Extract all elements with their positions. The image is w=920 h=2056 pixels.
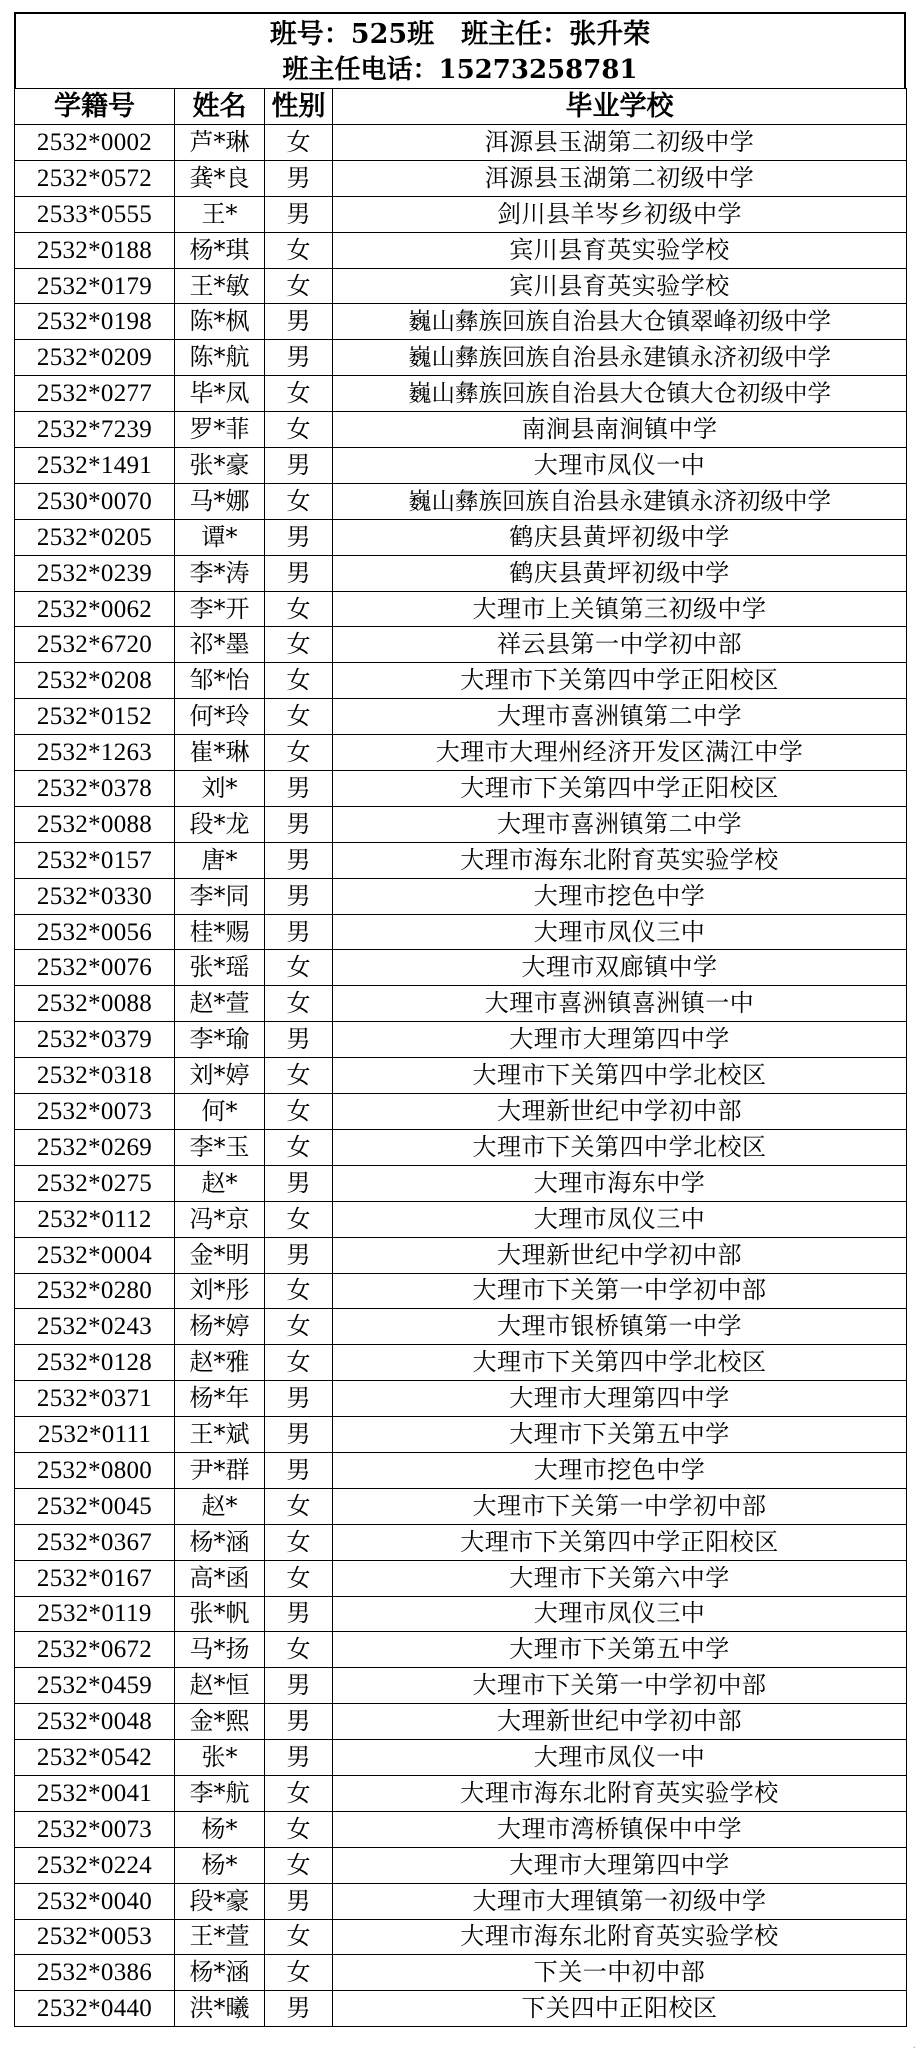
class-roster-sheet	[14, 12, 906, 2027]
table-row	[15, 1596, 907, 1632]
student-name-cell: 谭*	[175, 519, 265, 555]
school-cell: 大理市下关第一中学初中部	[333, 1488, 907, 1524]
student-id-cell: 2532*0209	[15, 340, 175, 376]
school-cell: 大理市下关第四中学正阳校区	[333, 663, 907, 699]
student-name-cell: 李*玉	[175, 1129, 265, 1165]
table-row	[15, 268, 907, 304]
student-name-cell: 张*瑶	[175, 950, 265, 986]
student-id-cell: 2532*0157	[15, 842, 175, 878]
gender-cell: 女	[265, 627, 333, 663]
student-id-cell: 2532*1263	[15, 735, 175, 771]
school-cell: 大理市下关第四中学北校区	[333, 1345, 907, 1381]
school-cell: 下关一中初中部	[333, 1955, 907, 1991]
student-id-cell: 2532*0004	[15, 1237, 175, 1273]
table-row	[15, 1919, 907, 1955]
table-row	[15, 1094, 907, 1130]
gender-cell: 男	[265, 1668, 333, 1704]
student-id-cell: 2532*0318	[15, 1058, 175, 1094]
column-header-student-id: 学籍号	[15, 89, 175, 125]
student-id-cell: 2532*0205	[15, 519, 175, 555]
gender-cell: 女	[265, 1560, 333, 1596]
school-cell: 大理市大理第四中学	[333, 1381, 907, 1417]
student-name-cell: 杨*婷	[175, 1309, 265, 1345]
student-name-cell: 张*帆	[175, 1596, 265, 1632]
school-cell: 大理市挖色中学	[333, 878, 907, 914]
gender-cell: 男	[265, 1237, 333, 1273]
gender-cell: 男	[265, 1596, 333, 1632]
student-id-cell: 2532*0440	[15, 1991, 175, 2027]
student-id-cell: 2532*0243	[15, 1309, 175, 1345]
school-cell: 巍山彝族回族自治县永建镇永济初级中学	[333, 340, 907, 376]
table-row	[15, 914, 907, 950]
gender-cell: 男	[265, 160, 333, 196]
school-cell: 剑川县羊岑乡初级中学	[333, 196, 907, 232]
student-id-cell: 2532*0040	[15, 1883, 175, 1919]
table-row	[15, 950, 907, 986]
school-cell: 大理市海东北附育英实验学校	[333, 1775, 907, 1811]
student-name-cell: 龚*良	[175, 160, 265, 196]
school-cell: 大理市银桥镇第一中学	[333, 1309, 907, 1345]
gender-cell: 男	[265, 1165, 333, 1201]
table-row	[15, 735, 907, 771]
student-name-cell: 赵*雅	[175, 1345, 265, 1381]
table-row	[15, 591, 907, 627]
student-id-cell: 2532*7239	[15, 412, 175, 448]
student-id-cell: 2532*0112	[15, 1201, 175, 1237]
table-row	[15, 1740, 907, 1776]
gender-cell: 男	[265, 1883, 333, 1919]
school-cell: 大理市海东北附育英实验学校	[333, 842, 907, 878]
table-row	[15, 771, 907, 807]
school-cell: 大理市挖色中学	[333, 1452, 907, 1488]
school-cell: 大理市下关第一中学初中部	[333, 1668, 907, 1704]
gender-cell: 女	[265, 1524, 333, 1560]
student-name-cell: 洪*曦	[175, 1991, 265, 2027]
student-id-cell: 2532*0056	[15, 914, 175, 950]
student-id-cell: 2532*0459	[15, 1668, 175, 1704]
gender-cell: 男	[265, 304, 333, 340]
school-cell: 大理市下关第四中学北校区	[333, 1058, 907, 1094]
student-id-cell: 2532*0208	[15, 663, 175, 699]
table-row	[15, 1632, 907, 1668]
school-cell: 大理市凤仪一中	[333, 1740, 907, 1776]
gender-cell: 男	[265, 1417, 333, 1453]
table-row	[15, 1273, 907, 1309]
student-id-cell: 2532*0224	[15, 1847, 175, 1883]
student-name-cell: 李*开	[175, 591, 265, 627]
student-name-cell: 金*明	[175, 1237, 265, 1273]
school-cell: 大理市大理第四中学	[333, 1847, 907, 1883]
student-id-cell: 2532*0128	[15, 1345, 175, 1381]
gender-cell: 女	[265, 483, 333, 519]
table-row	[15, 1955, 907, 1991]
student-name-cell: 杨*	[175, 1811, 265, 1847]
school-cell: 大理市下关第五中学	[333, 1417, 907, 1453]
gender-cell: 女	[265, 735, 333, 771]
gender-cell: 男	[265, 806, 333, 842]
student-id-cell: 2532*0378	[15, 771, 175, 807]
student-name-cell: 马*娜	[175, 483, 265, 519]
gender-cell: 女	[265, 1847, 333, 1883]
gender-cell: 男	[265, 340, 333, 376]
student-name-cell: 李*涛	[175, 555, 265, 591]
student-name-cell: 桂*赐	[175, 914, 265, 950]
student-id-cell: 2532*0041	[15, 1775, 175, 1811]
student-name-cell: 唐*	[175, 842, 265, 878]
table-row	[15, 1811, 907, 1847]
gender-cell: 男	[265, 519, 333, 555]
student-id-cell: 2532*0048	[15, 1704, 175, 1740]
school-cell: 南涧县南涧镇中学	[333, 412, 907, 448]
table-header-row	[15, 89, 907, 125]
class-title: 班号：525班 班主任：张升荣	[269, 19, 651, 50]
table-row	[15, 1488, 907, 1524]
student-name-cell: 杨*涵	[175, 1524, 265, 1560]
student-name-cell: 李*瑜	[175, 1022, 265, 1058]
gender-cell: 女	[265, 1345, 333, 1381]
student-name-cell: 李*同	[175, 878, 265, 914]
student-id-cell: 2532*0188	[15, 232, 175, 268]
student-name-cell: 陈*航	[175, 340, 265, 376]
school-cell: 大理市凤仪三中	[333, 1201, 907, 1237]
school-cell: 大理市喜洲镇喜洲镇一中	[333, 986, 907, 1022]
student-name-cell: 李*航	[175, 1775, 265, 1811]
table-row	[15, 519, 907, 555]
student-name-cell: 王*萱	[175, 1919, 265, 1955]
table-row	[15, 1022, 907, 1058]
gender-cell: 女	[265, 1094, 333, 1130]
school-cell: 下关四中正阳校区	[333, 1991, 907, 2027]
table-row	[15, 483, 907, 519]
student-name-cell: 马*扬	[175, 1632, 265, 1668]
student-id-cell: 2532*0672	[15, 1632, 175, 1668]
student-id-cell: 2532*0367	[15, 1524, 175, 1560]
table-row	[15, 986, 907, 1022]
gender-cell: 女	[265, 1058, 333, 1094]
student-name-cell: 王*斌	[175, 1417, 265, 1453]
student-name-cell: 刘*	[175, 771, 265, 807]
gender-cell: 男	[265, 878, 333, 914]
gender-cell: 男	[265, 842, 333, 878]
gender-cell: 男	[265, 771, 333, 807]
gender-cell: 女	[265, 663, 333, 699]
school-cell: 大理市凤仪三中	[333, 914, 907, 950]
gender-cell: 女	[265, 699, 333, 735]
gender-cell: 男	[265, 1452, 333, 1488]
student-id-cell: 2532*0330	[15, 878, 175, 914]
student-name-cell: 何*玲	[175, 699, 265, 735]
student-id-cell: 2532*0073	[15, 1094, 175, 1130]
school-cell: 大理市下关第一中学初中部	[333, 1273, 907, 1309]
student-id-cell: 2532*0371	[15, 1381, 175, 1417]
school-cell: 洱源县玉湖第二初级中学	[333, 125, 907, 161]
gender-cell: 女	[265, 1309, 333, 1345]
student-id-cell: 2532*0053	[15, 1919, 175, 1955]
student-id-cell: 2533*0555	[15, 196, 175, 232]
gender-cell: 女	[265, 125, 333, 161]
gender-cell: 男	[265, 1704, 333, 1740]
student-id-cell: 2532*0073	[15, 1811, 175, 1847]
student-name-cell: 刘*彤	[175, 1273, 265, 1309]
student-name-cell: 赵*萱	[175, 986, 265, 1022]
school-cell: 鹤庆县黄坪初级中学	[333, 555, 907, 591]
student-id-cell: 2532*0280	[15, 1273, 175, 1309]
table-row	[15, 1058, 907, 1094]
table-row	[15, 196, 907, 232]
student-name-cell: 杨*年	[175, 1381, 265, 1417]
table-row	[15, 376, 907, 412]
gender-cell: 男	[265, 1991, 333, 2027]
student-id-cell: 2532*0386	[15, 1955, 175, 1991]
school-cell: 大理新世纪中学初中部	[333, 1094, 907, 1130]
student-name-cell: 段*豪	[175, 1883, 265, 1919]
student-id-cell: 2530*0070	[15, 483, 175, 519]
student-name-cell: 张*	[175, 1740, 265, 1776]
table-row	[15, 1201, 907, 1237]
student-name-cell: 毕*凤	[175, 376, 265, 412]
table-row	[15, 1560, 907, 1596]
table-row	[15, 1524, 907, 1560]
student-name-cell: 高*函	[175, 1560, 265, 1596]
gender-cell: 男	[265, 914, 333, 950]
student-name-cell: 赵*	[175, 1165, 265, 1201]
student-id-cell: 2532*0269	[15, 1129, 175, 1165]
student-id-cell: 2532*0275	[15, 1165, 175, 1201]
school-cell: 大理市双廊镇中学	[333, 950, 907, 986]
table-body	[15, 125, 907, 2027]
school-cell: 大理市下关第六中学	[333, 1560, 907, 1596]
table-row	[15, 1417, 907, 1453]
student-name-cell: 芦*琳	[175, 125, 265, 161]
student-id-cell: 2532*0119	[15, 1596, 175, 1632]
table-row	[15, 1345, 907, 1381]
student-id-cell: 2532*6720	[15, 627, 175, 663]
gender-cell: 男	[265, 1022, 333, 1058]
school-cell: 巍山彝族回族自治县永建镇永济初级中学	[333, 483, 907, 519]
school-cell: 大理市下关第四中学正阳校区	[333, 1524, 907, 1560]
school-cell: 大理市大理镇第一初级中学	[333, 1883, 907, 1919]
school-cell: 大理市凤仪一中	[333, 448, 907, 484]
student-name-cell: 刘*婷	[175, 1058, 265, 1094]
student-id-cell: 2532*1491	[15, 448, 175, 484]
student-id-cell: 2532*0239	[15, 555, 175, 591]
table-row	[15, 412, 907, 448]
table-row	[15, 1309, 907, 1345]
student-name-cell: 王*敏	[175, 268, 265, 304]
column-header-gender: 性别	[265, 89, 333, 125]
table-row	[15, 555, 907, 591]
gender-cell: 女	[265, 1488, 333, 1524]
school-cell: 大理市下关第四中学正阳校区	[333, 771, 907, 807]
student-id-cell: 2532*0198	[15, 304, 175, 340]
table-row	[15, 878, 907, 914]
table-row	[15, 448, 907, 484]
student-name-cell: 杨*琪	[175, 232, 265, 268]
student-id-cell: 2532*0167	[15, 1560, 175, 1596]
table-row	[15, 232, 907, 268]
student-name-cell: 罗*菲	[175, 412, 265, 448]
gender-cell: 女	[265, 268, 333, 304]
student-name-cell: 段*龙	[175, 806, 265, 842]
school-cell: 巍山彝族回族自治县大仓镇大仓初级中学	[333, 376, 907, 412]
student-id-cell: 2532*0088	[15, 806, 175, 842]
student-name-cell: 邹*怡	[175, 663, 265, 699]
table-row	[15, 1668, 907, 1704]
school-cell: 大理市海东北附育英实验学校	[333, 1919, 907, 1955]
student-id-cell: 2532*0152	[15, 699, 175, 735]
student-name-cell: 冯*京	[175, 1201, 265, 1237]
table-row	[15, 627, 907, 663]
table-row	[15, 304, 907, 340]
gender-cell: 女	[265, 1955, 333, 1991]
school-cell: 大理市上关镇第三初级中学	[333, 591, 907, 627]
gender-cell: 女	[265, 1201, 333, 1237]
school-cell: 祥云县第一中学初中部	[333, 627, 907, 663]
table-row	[15, 125, 907, 161]
table-row	[15, 1381, 907, 1417]
school-cell: 巍山彝族回族自治县大仓镇翠峰初级中学	[333, 304, 907, 340]
student-name-cell: 赵*恒	[175, 1668, 265, 1704]
school-cell: 大理市喜洲镇第二中学	[333, 699, 907, 735]
teacher-phone: 班主任电话：15273258781	[282, 55, 638, 85]
school-cell: 大理新世纪中学初中部	[333, 1237, 907, 1273]
student-name-cell: 陈*枫	[175, 304, 265, 340]
gender-cell: 男	[265, 1740, 333, 1776]
gender-cell: 男	[265, 1381, 333, 1417]
table-row	[15, 1704, 907, 1740]
table-row	[15, 842, 907, 878]
student-id-cell: 2532*0572	[15, 160, 175, 196]
table-row	[15, 1452, 907, 1488]
student-id-cell: 2532*0062	[15, 591, 175, 627]
table-row	[15, 1847, 907, 1883]
student-table	[14, 88, 907, 2027]
student-name-cell: 杨*涵	[175, 1955, 265, 1991]
student-id-cell: 2532*0277	[15, 376, 175, 412]
gender-cell: 男	[265, 555, 333, 591]
gender-cell: 女	[265, 1775, 333, 1811]
table-row	[15, 1775, 907, 1811]
student-id-cell: 2532*0045	[15, 1488, 175, 1524]
school-cell: 大理市下关第五中学	[333, 1632, 907, 1668]
watermark-mark: ·	[912, 2041, 916, 2054]
table-row	[15, 1165, 907, 1201]
student-id-cell: 2532*0002	[15, 125, 175, 161]
gender-cell: 女	[265, 1632, 333, 1668]
student-name-cell: 尹*群	[175, 1452, 265, 1488]
student-name-cell: 王*	[175, 196, 265, 232]
gender-cell: 女	[265, 986, 333, 1022]
table-row	[15, 160, 907, 196]
school-cell: 洱源县玉湖第二初级中学	[333, 160, 907, 196]
table-row	[15, 663, 907, 699]
table-row	[15, 1883, 907, 1919]
gender-cell: 女	[265, 1811, 333, 1847]
student-name-cell: 赵*	[175, 1488, 265, 1524]
student-name-cell: 杨*	[175, 1847, 265, 1883]
student-name-cell: 祁*墨	[175, 627, 265, 663]
student-id-cell: 2532*0076	[15, 950, 175, 986]
student-id-cell: 2532*0542	[15, 1740, 175, 1776]
column-header-name: 姓名	[175, 89, 265, 125]
student-id-cell: 2532*0379	[15, 1022, 175, 1058]
gender-cell: 男	[265, 448, 333, 484]
school-cell: 宾川县育英实验学校	[333, 232, 907, 268]
table-row	[15, 1237, 907, 1273]
student-id-cell: 2532*0111	[15, 1417, 175, 1453]
gender-cell: 女	[265, 1919, 333, 1955]
school-cell: 大理市大理第四中学	[333, 1022, 907, 1058]
gender-cell: 女	[265, 1273, 333, 1309]
column-header-school: 毕业学校	[333, 89, 907, 125]
school-cell: 鹤庆县黄坪初级中学	[333, 519, 907, 555]
table-row	[15, 806, 907, 842]
gender-cell: 女	[265, 1129, 333, 1165]
gender-cell: 女	[265, 950, 333, 986]
student-id-cell: 2532*0800	[15, 1452, 175, 1488]
class-header	[14, 12, 906, 88]
school-cell: 大理市湾桥镇保中中学	[333, 1811, 907, 1847]
table-row	[15, 1129, 907, 1165]
school-cell: 大理市喜洲镇第二中学	[333, 806, 907, 842]
school-cell: 大理市大理州经济开发区满江中学	[333, 735, 907, 771]
student-name-cell: 何*	[175, 1094, 265, 1130]
gender-cell: 女	[265, 232, 333, 268]
school-cell: 宾川县育英实验学校	[333, 268, 907, 304]
school-cell: 大理市海东中学	[333, 1165, 907, 1201]
table-row	[15, 699, 907, 735]
school-cell: 大理市凤仪三中	[333, 1596, 907, 1632]
school-cell: 大理市下关第四中学北校区	[333, 1129, 907, 1165]
gender-cell: 女	[265, 412, 333, 448]
school-cell: 大理新世纪中学初中部	[333, 1704, 907, 1740]
student-name-cell: 崔*琳	[175, 735, 265, 771]
gender-cell: 女	[265, 591, 333, 627]
gender-cell: 男	[265, 196, 333, 232]
table-row	[15, 340, 907, 376]
student-id-cell: 2532*0179	[15, 268, 175, 304]
gender-cell: 女	[265, 376, 333, 412]
student-name-cell: 金*熙	[175, 1704, 265, 1740]
student-name-cell: 张*豪	[175, 448, 265, 484]
table-row	[15, 1991, 907, 2027]
student-id-cell: 2532*0088	[15, 986, 175, 1022]
